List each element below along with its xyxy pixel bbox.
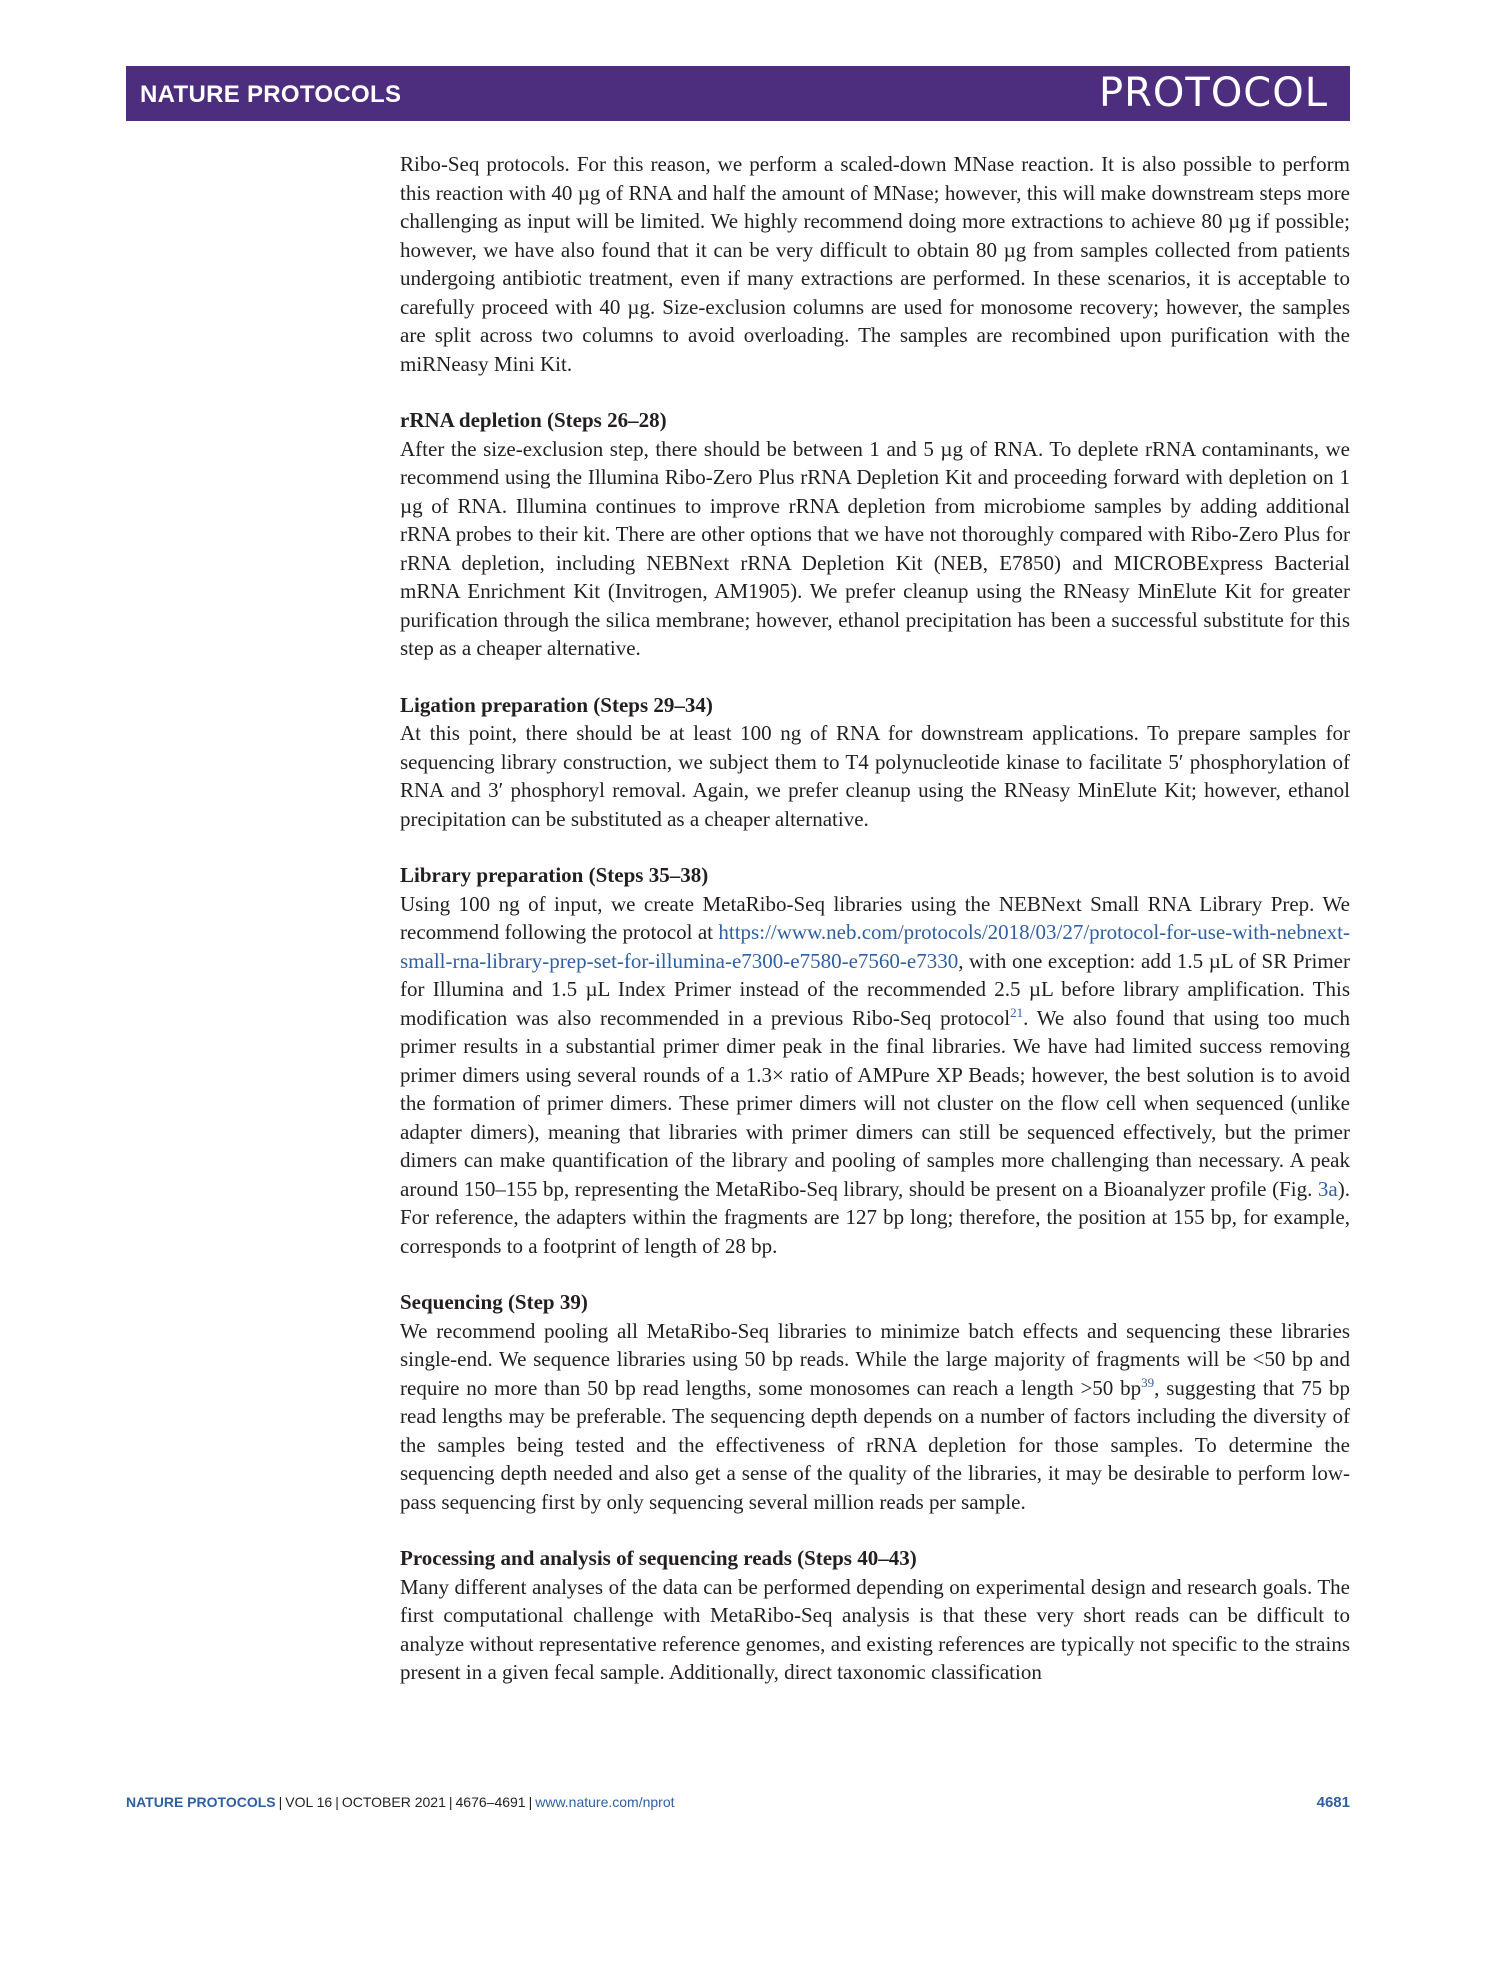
journal-name: NATURE PROTOCOLS [140, 81, 402, 108]
text-run: , with one exception: add 1.5 µL of SR Primer for Illumina and 1.5 µL Index Primer instead of the recommended 2.5 µL before library amplification. This modification was also recommended in a previous Ribo-Seq protocol [400, 948, 1350, 1030]
header-bar [126, 66, 1350, 121]
section-rrna-depletion [400, 406, 1350, 663]
section-library-preparation [400, 861, 1350, 1260]
section-paragraph: At this point, there should be at least 100 ng of RNA for downstream applications. To prepare samples for sequencing library construction, we subject them to T4 polynucleotide kinase to facilitate 5′ phosphorylation of RNA and 3′ phosphoryl removal. Again, we prefer cleanup using the RNeasy MinElute Kit; however, ethanol precipitation can be substituted as a cheaper alternative. [400, 721, 1350, 831]
section-heading: Library preparation (Steps 35–38) [400, 863, 709, 887]
section-heading: Processing and analysis of sequencing reads (Steps 40–43) [400, 1546, 917, 1570]
section-ligation-preparation [400, 691, 1350, 834]
footer-date: OCTOBER 2021 [341, 1794, 446, 1810]
section-heading: Sequencing (Step 39) [400, 1290, 588, 1314]
footer-citation: NATURE PROTOCOLS | VOL 16 | OCTOBER 2021 | 4676–4691 | www.nature.com/nprot [126, 1794, 675, 1810]
article-type: PROTOCOL [1098, 70, 1328, 116]
footer-volume: VOL 16 [285, 1794, 333, 1810]
page-footer [126, 1794, 1350, 1818]
footer-url-link[interactable]: www.nature.com/nprot [535, 1794, 675, 1810]
page-number: 4681 [1316, 1794, 1350, 1811]
section-processing-analysis [400, 1544, 1350, 1687]
text-run: We recommend pooling all MetaRibo-Seq libraries to minimize batch effects and sequencing these libraries single-end. We sequence libraries using 50 bp reads. While the large majority of fragments will be <50 bp and require no more than 50 bp read lengths, some monosomes can reach a length >50 bp [400, 1318, 1350, 1400]
reference-link[interactable]: 21 [1010, 1004, 1024, 1020]
section-heading: rRNA depletion (Steps 26–28) [400, 408, 667, 432]
footer-journal: NATURE PROTOCOLS [126, 1794, 276, 1810]
intro-paragraph: Ribo-Seq protocols. For this reason, we perform a scaled-down MNase reaction. It is also possible to perform this reaction with 40 µg of RNA and half the amount of MNase; however, this will make downstream steps more challenging as input will be limited. We highly recommend doing more extractions to achieve 80 µg if possible; however, we have also found that it can be very difficult to obtain 80 µg from samples collected from patients undergoing antibiotic treatment, even if many extractions are performed. In these scenarios, it is acceptable to carefully proceed with 40 µg. Size-exclusion columns are used for monosome recovery; however, the samples are split across two columns to avoid overloading. The samples are recombined upon purification with the miRNeasy Mini Kit. [400, 152, 1350, 376]
footer-pages: 4676–4691 [455, 1794, 526, 1810]
section-paragraph: After the size-exclusion step, there should be between 1 and 5 µg of RNA. To deplete rRNA contaminants, we recommend using the Illumina Ribo-Zero Plus rRNA Depletion Kit and proceeding forward with depletion on 1 µg of RNA. Illumina continues to improve rRNA depletion from microbiome samples by adding additional rRNA probes to their kit. There are other options that we have not thoroughly compared with Ribo-Zero Plus for rRNA depletion, including NEBNext rRNA Depletion Kit (NEB, E7850) and MICROBExpress Bacterial mRNA Enrichment Kit (Invitrogen, AM1905). We prefer cleanup using the RNeasy MinElute Kit for greater purification through the silica membrane; however, ethanol precipitation has been a successful substitute for this step as a cheaper alternative. [400, 436, 1350, 660]
neb-protocol-link[interactable]: https://www.neb.com/protocols/2018/03/27/protocol-for-use-with-nebnext-small-rna-library-prep-set-for-illumina-e7300-e7580-e7560-e7330 [400, 920, 1350, 973]
text-run: ). For reference, the adapters within the fragments are 127 bp long; therefore, the position at 155 bp, for example, corresponds to a footprint of length of 28 bp. [400, 1176, 1350, 1258]
text-run: Using 100 ng of input, we create MetaRibo-Seq libraries using the NEBNext Small RNA Library Prep. We recommend following the protocol at [400, 891, 1350, 944]
section-paragraph [400, 1317, 1350, 1517]
section-paragraph: Many different analyses of the data can be performed depending on experimental design and research goals. The first computational challenge with MetaRibo-Seq analysis is that these very short reads can be difficult to analyze without representative reference genomes, and existing references are typically not specific to the strains present in a given fecal sample. Additionally, direct taxonomic classification [400, 1574, 1350, 1684]
text-run: . We also found that using too much primer results in a substantial primer dimer peak in the final libraries. We have had limited success removing primer dimers using several rounds of a 1.3× ratio of AMPure XP Beads; however, the best solution is to avoid the formation of primer dimers. These primer dimers will not cluster on the flow cell when sequenced (unlike adapter dimers), meaning that libraries with primer dimers can still be sequenced effectively, but the primer dimers can make quantification of the library and pooling of samples more challenging than necessary. A peak around 150–155 bp, representing the MetaRibo-Seq library, should be present on a Bioanalyzer profile (Fig. [400, 1005, 1350, 1201]
figure-link[interactable]: 3a [1317, 1176, 1338, 1201]
reference-link[interactable]: 39 [1141, 1374, 1155, 1390]
section-heading: Ligation preparation (Steps 29–34) [400, 692, 713, 717]
text-run: , suggesting that 75 bp read lengths may be preferable. The sequencing depth depends on a number of factors including the diversity of the samples being tested and the effectiveness of rRNA depletion for those samples. To determine the sequencing depth needed and also get a sense of the quality of the libraries, it may be desirable to perform low-pass sequencing first by only sequencing several million reads per sample. [400, 1375, 1351, 1514]
section-sequencing [400, 1288, 1350, 1516]
section-paragraph [400, 890, 1350, 1261]
body-column [400, 150, 1350, 1687]
